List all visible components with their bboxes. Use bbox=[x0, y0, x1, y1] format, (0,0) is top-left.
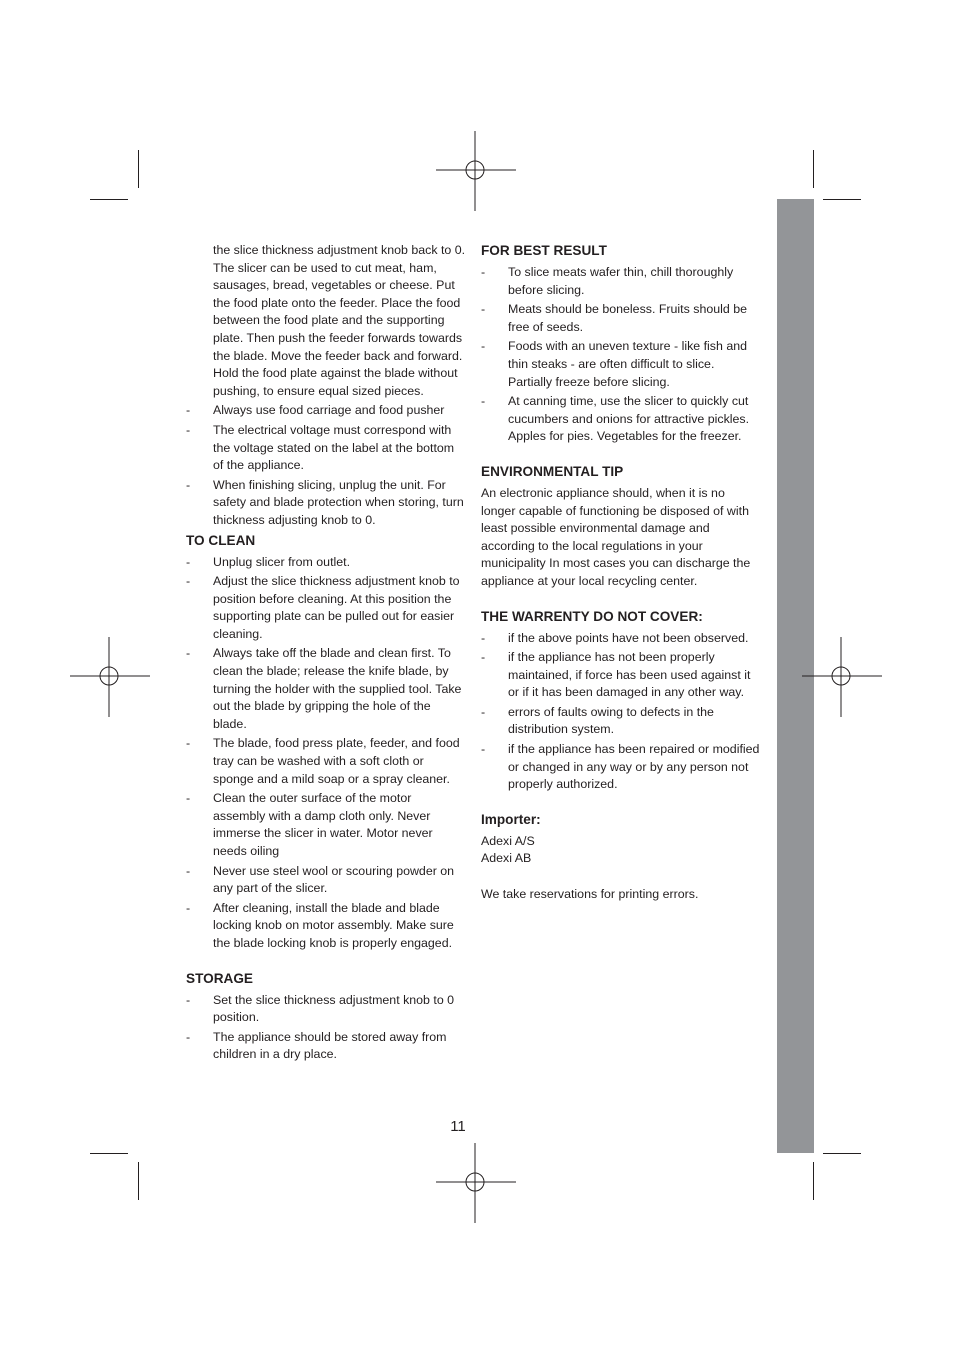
importer-section bbox=[481, 811, 761, 904]
to-clean-list bbox=[186, 554, 466, 953]
crop-mark-bottom-right-h bbox=[823, 1153, 861, 1154]
section-heading: FOR BEST RESULT bbox=[481, 243, 607, 258]
storage-section bbox=[186, 970, 466, 1064]
left-column bbox=[186, 242, 466, 1081]
section-heading: THE WARRENTY DO NOT COVER: bbox=[481, 608, 703, 624]
bullet-dash: - bbox=[481, 742, 486, 757]
crop-mark-top-right-h bbox=[823, 199, 861, 200]
bullet-dash: - bbox=[481, 339, 486, 354]
importer-line: Adexi AB bbox=[481, 851, 532, 866]
intro-paragraph: the slice thickness adjustment knob back to 0. The slicer can be used to cut meat, ham, sausages, bread, vegetables or cheese. Put the food plate onto the feeder. Place the food between the food plate and the supporting plate. Then push the feeder forwards towards the blade. Move the feeder back and forward. Hold the food plate against the blade without pushing, to ensure equal sized pieces. bbox=[213, 243, 466, 398]
section-heading: TO CLEAN bbox=[186, 532, 256, 548]
crop-mark-top-left-v bbox=[138, 150, 139, 188]
section-heading: STORAGE bbox=[186, 970, 253, 986]
bullet-dash: - bbox=[481, 394, 486, 409]
bullet-dash: - bbox=[481, 630, 486, 645]
bullet-dash: - bbox=[186, 736, 191, 751]
section-heading: ENVIRONMENTAL TIP bbox=[481, 463, 624, 479]
warranty-section bbox=[481, 608, 761, 794]
list-item: - The electrical voltage must correspond with the voltage stated on the label at the bottom of the appliance. bbox=[186, 422, 455, 473]
list-item: - Always use food carriage and food pusher bbox=[186, 402, 466, 420]
crop-mark-bottom-left-v bbox=[138, 1162, 139, 1200]
to-clean-section bbox=[186, 532, 466, 953]
list-item: - Adjust the slice thickness adjustment knob to position before cleaning. At this position the supporting plate can be pulled out for easier cleaning. bbox=[186, 574, 460, 641]
printing-errors-note: We take reservations for printing errors. bbox=[481, 887, 699, 902]
list-item: - Never use steel wool or scouring powder on any part of the slicer. bbox=[186, 863, 455, 896]
list-item: - To slice meats wafer thin, chill thoroughly before slicing. bbox=[481, 265, 734, 297]
list-item: - After cleaning, install the blade and blade locking knob on motor assembly. Make sure the blade locking knob is properly engaged. bbox=[186, 900, 454, 950]
list-item: - Foods with an uneven texture - like fish and thin steaks - are often difficult to slice. Partially freeze before slicing. bbox=[481, 339, 747, 389]
crop-mark-bottom-right-v bbox=[813, 1162, 814, 1200]
bullet-dash: - bbox=[186, 574, 191, 589]
crop-mark-top-right-v bbox=[813, 150, 814, 188]
list-item: - if the appliance has not been properly maintained, if force has been used against it or if it has been damaged in any other way. bbox=[481, 650, 751, 700]
registration-mark-left-icon bbox=[70, 637, 150, 717]
bullet-dash: - bbox=[186, 422, 191, 437]
bullet-dash: - bbox=[186, 900, 191, 915]
list-item: - The blade, food press plate, feeder, and food tray can be washed with a soft cloth or sponge and a mild soap or a spray cleaner. bbox=[186, 736, 460, 786]
list-item: - errors of faults owing to defects in the distribution system. bbox=[481, 704, 714, 737]
list-item: - Unplug slicer from outlet. bbox=[186, 554, 466, 572]
bullet-dash: - bbox=[186, 554, 191, 569]
bullet-dash: - bbox=[481, 302, 486, 317]
right-column bbox=[481, 242, 761, 921]
bullet-dash: - bbox=[186, 477, 191, 492]
list-item: - When finishing slicing, unplug the unit. For safety and blade protection when storing, turn thickness adjusting knob to 0. bbox=[186, 477, 464, 527]
bullet-dash: - bbox=[186, 646, 191, 661]
bullet-dash: - bbox=[186, 403, 191, 418]
list-item: - Clean the outer surface of the motor assembly with a damp cloth only. Never immerse the slicer in water. Motor never needs oiling bbox=[186, 791, 433, 858]
importer-line: Adexi A/S bbox=[481, 833, 535, 848]
environmental-paragraph: An electronic appliance should, when it is no longer capable of functioning be disposed of with least possible environmental damage and according to the local regulations in your municipality In most cases you can discharge the appliance at your local recycling center. bbox=[481, 485, 751, 588]
bullet-dash: - bbox=[186, 791, 191, 806]
list-item: - At canning time, use the slicer to quickly cut cucumbers and onions for attractive pickles. Apples for pies. Vegetables for the freezer. bbox=[481, 394, 750, 444]
bullet-dash: - bbox=[481, 650, 486, 665]
warranty-list bbox=[481, 630, 761, 794]
bullet-dash: - bbox=[186, 992, 191, 1007]
best-result-list bbox=[481, 264, 761, 446]
page-number: 11 bbox=[450, 1118, 466, 1135]
list-item: - Always take off the blade and clean first. To clean the blade; release the knife blade, by turning the holder with the supplied tool. Take out the blade by gripping the hole of the blade. bbox=[186, 646, 462, 731]
bullet-dash: - bbox=[186, 863, 191, 878]
list-item: - if the above points have not been observed. bbox=[481, 630, 761, 648]
registration-mark-bottom-icon bbox=[436, 1143, 516, 1223]
list-item: - Meats should be boneless. Fruits should be free of seeds. bbox=[481, 302, 748, 334]
bullet-dash: - bbox=[481, 265, 486, 279]
registration-mark-right-icon bbox=[802, 637, 882, 717]
list-item: - Set the slice thickness adjustment knob to 0 position. bbox=[186, 992, 455, 1025]
bullet-dash: - bbox=[481, 704, 486, 719]
intro-bullet-list bbox=[186, 402, 466, 529]
best-result-section bbox=[481, 242, 761, 446]
environmental-section bbox=[481, 463, 761, 591]
crop-mark-top-left-h bbox=[90, 199, 128, 200]
list-item: - if the appliance has been repaired or modified or changed in any way or by any person not properly authorized. bbox=[481, 742, 760, 792]
list-item: - The appliance should be stored away from children in a dry place. bbox=[186, 1029, 447, 1062]
storage-list bbox=[186, 992, 466, 1064]
section-heading: Importer: bbox=[481, 811, 541, 827]
crop-mark-bottom-left-h bbox=[90, 1153, 128, 1154]
registration-mark-top-icon bbox=[436, 131, 516, 211]
bullet-dash: - bbox=[186, 1029, 191, 1044]
